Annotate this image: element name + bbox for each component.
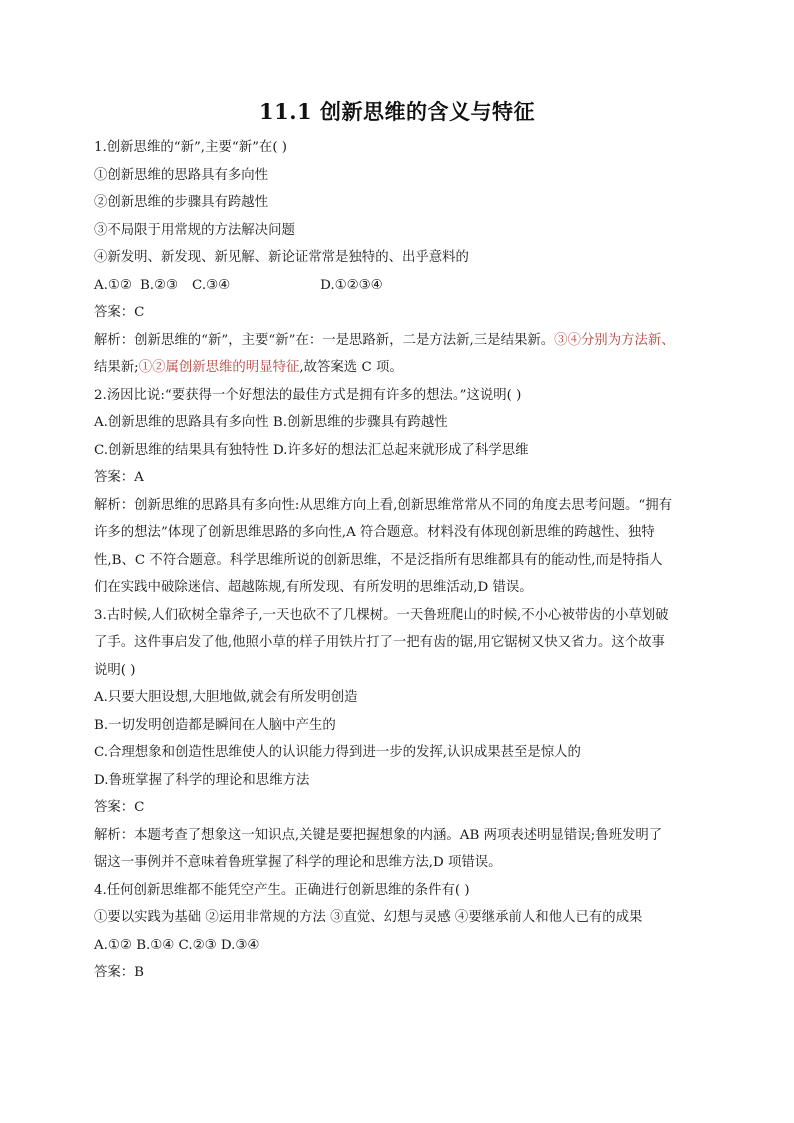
q2-stem: 2.汤因比说:“要获得一个好想法的最佳方式是拥有许多的想法。”这说明( ): [94, 387, 522, 403]
q1-analysis-highlight: ①②属创新思维的明显特征: [138, 360, 300, 375]
q4-answer: 答案：B: [94, 965, 145, 980]
q1-item: ②创新思维的步骤具有跨越性: [94, 195, 269, 210]
q1-analysis-highlight: ③④分别为方法新、: [554, 332, 675, 348]
q1-options: [94, 272, 714, 300]
q2-analysis: 们在实践中破除迷信、超越陈规,有所发现、有所发明的思维活动,D 错误。: [94, 580, 533, 595]
q1-item: ③不局限于用常规的方法解决问题: [94, 222, 295, 238]
q2-answer: 答案：A: [94, 470, 144, 485]
q3-analysis: 解析：本题考查了想象这一知识点,关键是要把握想象的内涵。AB 两项表述明显错误;鲁班发明了: [94, 827, 663, 843]
q1-item: ①创新思维的思路具有多向性: [94, 167, 269, 183]
q2-analysis: 性,B、C 不符合题意。科学思维所说的创新思维，不是泛指所有思维都具有的能动性,而是特指人: [94, 552, 663, 568]
page-title: 11.1 创新思维的含义与特征: [259, 99, 535, 124]
q2-analysis: 解析：创新思维的思路具有多向性:从思维方向上看,创新思维常常从不同的角度去思考问题。“拥有: [94, 497, 673, 513]
q4-stem: 4.任何创新思维都不能凭空产生。正确进行创新思维的条件有( ): [94, 882, 470, 898]
q1-item: ④新发明、新发现、新见解、新论证常常是独特的、出乎意料的: [94, 250, 469, 265]
q1-stem: 1.创新思维的“新”,主要“新”在( ): [94, 140, 288, 155]
q3-option: A.只要大胆设想,大胆地做,就会有所发明创造: [94, 690, 358, 705]
q1-analysis-text: 结果新;: [94, 360, 139, 375]
q2-options: C.创新思维的结果具有独特性 D.许多好的想法汇总起来就形成了科学思维: [94, 442, 529, 458]
q1-analysis-text: 解析：创新思维的“新”，主要“新”在：一是思路新，二是方法新,三是结果新。: [94, 332, 555, 348]
q1-answer: 答案：C: [94, 305, 145, 320]
q4-options: A.①② B.①④ C.②③ D.③④: [94, 937, 260, 953]
q3-option: B.一切发明创造都是瞬间在人脑中产生的: [94, 717, 336, 733]
q2-options: A.创新思维的思路具有多向性 B.创新思维的步骤具有跨越性: [94, 415, 448, 430]
q3-answer: 答案：C: [94, 800, 145, 815]
q1-option-d: D.①②③④: [320, 277, 383, 293]
q3-stem: 3.古时候,人们砍树全靠斧子,一天也砍不了几棵树。一天鲁班爬山的时候,不小心被带齿的小草划破: [94, 607, 669, 623]
q1-option-c: C.③④: [192, 277, 231, 293]
q1-option-b: B.②③: [139, 277, 179, 293]
q2-analysis: 许多的想法”体现了创新思维思路的多向性,A 符合题意。材料没有体现创新思维的跨越性、独特: [94, 525, 655, 540]
q1-analysis: [94, 327, 714, 355]
q3-analysis: 锯这一事例并不意味着鲁班掌握了科学的理论和思维方法,D 项错误。: [94, 855, 502, 870]
q3-stem: 了手。这件事启发了他,他照小草的样子用铁片打了一把有齿的锯,用它锯树又快又省力。这个故事: [94, 635, 665, 650]
q1-analysis-text: ,故答案选 C 项。: [299, 360, 403, 375]
q3-stem: 说明( ): [94, 662, 136, 678]
q3-option: C.合理想象和创造性思维使人的认识能力得到进一步的发挥,认识成果甚至是惊人的: [94, 745, 581, 760]
q1-analysis: [94, 354, 714, 382]
document-body: [94, 134, 714, 987]
q1-option-a: A.①②: [94, 277, 132, 293]
q3-option: D.鲁班掌握了科学的理论和思维方法: [94, 772, 310, 788]
q4-items: ①要以实践为基础 ②运用非常规的方法 ③直觉、幻想与灵感 ④要继承前人和他人已有的成果: [94, 910, 643, 925]
